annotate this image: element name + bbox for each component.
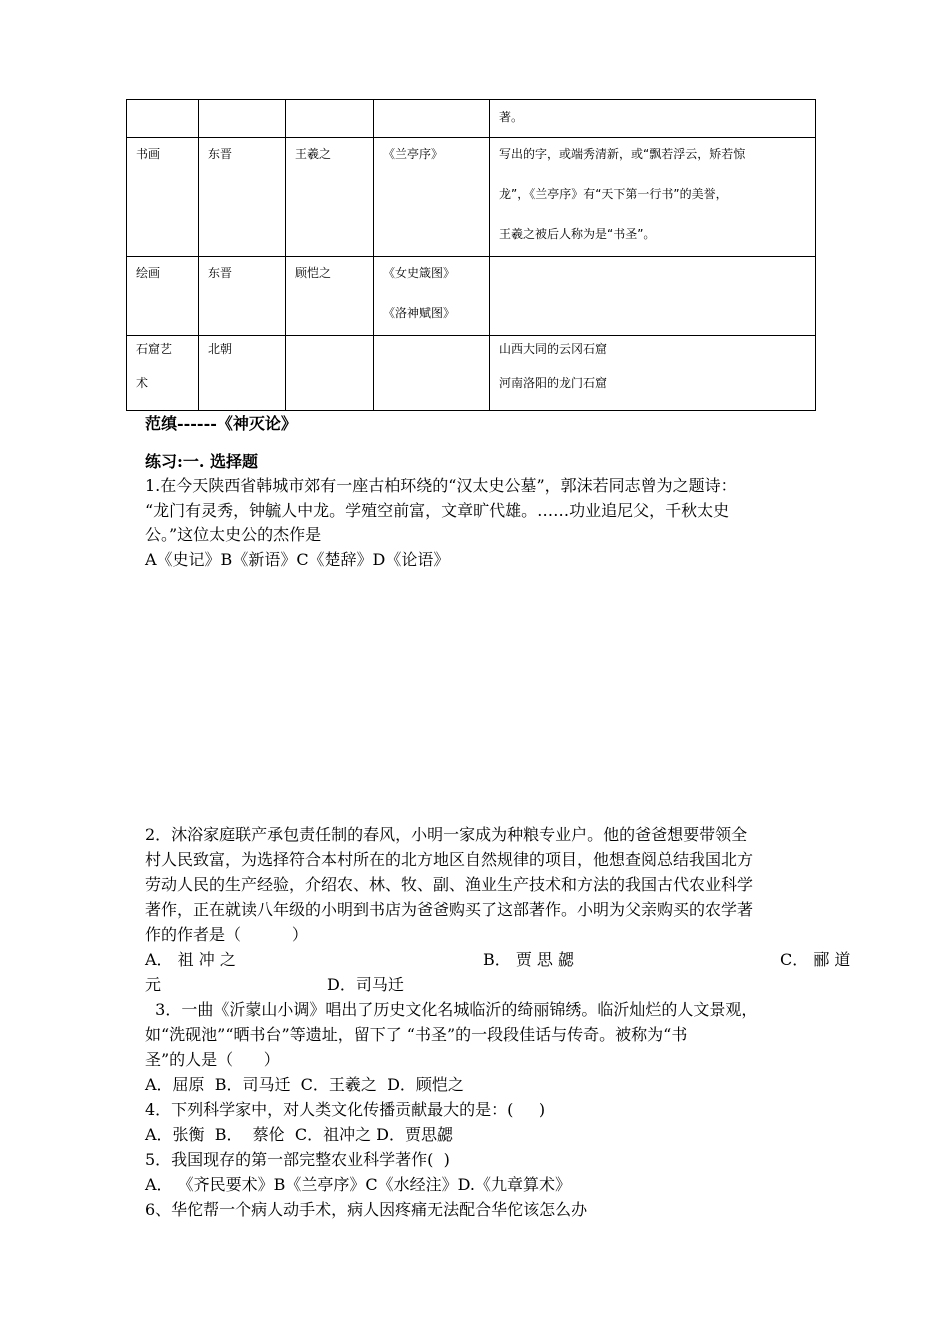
table-row bbox=[127, 138, 816, 257]
description-cell bbox=[490, 138, 816, 257]
category-cell: 书画 bbox=[127, 138, 199, 257]
question-3-line: 3．一曲《沂蒙山小调》唱出了历史文化名城临沂的绮丽锦绣。临沂灿烂的人文景观， bbox=[145, 1000, 758, 1019]
question-2-line: 2．沐浴家庭联产承包责任制的春风，小明一家成为种粮专业户。他的爸爸想要带领全 bbox=[145, 825, 748, 844]
description-line: 写出的字，或端秀清新，或“飘若浮云，矫若惊 bbox=[499, 147, 746, 161]
category-cell: 石窟艺 术 bbox=[127, 336, 199, 411]
section-heading: 范缜------《神灭论》 bbox=[145, 414, 297, 433]
question-3-line: 如“洗砚池”“晒书台”等遗址，留下了 “书圣”的一段段佳话与传奇。被称为“书 bbox=[145, 1025, 688, 1044]
dynasty-cell: 东晋 bbox=[199, 138, 286, 257]
category-cell bbox=[127, 100, 199, 138]
question-4-options: A．张衡 B． 蔡伦 C．祖冲之 D．贾思勰 bbox=[145, 1125, 453, 1144]
person-cell bbox=[286, 336, 374, 411]
question-3-options: A．屈原 B．司马迁 C．王羲之 D．顾恺之 bbox=[145, 1075, 464, 1094]
exercise-heading: 练习:一. 选择题 bbox=[145, 452, 259, 471]
question-2-option-d: D．司马迁 bbox=[327, 975, 404, 994]
arts-table bbox=[126, 99, 816, 411]
description-cell bbox=[490, 100, 816, 138]
dynasty-cell bbox=[199, 100, 286, 138]
question-2-line: 村人民致富，为选择符合本村所在的北方地区自然规律的项目，他想查阅总结我国北方 bbox=[145, 850, 754, 869]
question-2-line: 劳动人民的生产经验，介绍农、林、牧、副、渔业生产技术和方法的我国古代农业科学 bbox=[145, 875, 754, 894]
description-line: 龙”，《兰亭序》有“天下第一行书”的美誉， bbox=[499, 187, 728, 201]
description-cell bbox=[490, 336, 816, 411]
question-5-options: A． 《齐民要术》B《兰亭序》C《水经注》D.《九章算术》 bbox=[145, 1175, 571, 1194]
question-1-line: “龙门有灵秀，钟毓人中龙。学殖空前富，文章旷代雄。……功业追尼父，千秋太史 bbox=[145, 501, 730, 520]
question-1-options: A《史记》B《新语》C《楚辞》D《论语》 bbox=[145, 550, 450, 569]
table-row bbox=[127, 336, 816, 411]
question-4-line: 4．下列科学家中，对人类文化传播贡献最大的是：( ) bbox=[145, 1100, 546, 1119]
question-2-option-c-cont: 元 bbox=[145, 975, 162, 994]
description-line: 王羲之被后人称为是“书圣”。 bbox=[499, 227, 656, 241]
person-cell: 顾恺之 bbox=[286, 257, 374, 336]
dynasty-cell: 北朝 bbox=[199, 336, 286, 411]
work-title: 《洛神赋图》 bbox=[383, 306, 456, 320]
question-5-line: 5．我国现存的第一部完整农业科学著作( ) bbox=[145, 1150, 450, 1169]
dynasty-cell: 东晋 bbox=[199, 257, 286, 336]
question-1-line: 1.在今天陕西省韩城市郊有一座古柏环绕的“汉太史公墓”，郭沫若同志曾为之题诗： bbox=[145, 476, 737, 495]
question-2-option-b: B． 贾 思 勰 bbox=[483, 950, 575, 969]
description-line: 河南洛阳的龙门石窟 bbox=[499, 376, 608, 390]
question-2-line: 作的作者是（ ） bbox=[145, 925, 308, 944]
works-cell bbox=[374, 336, 490, 411]
works-cell bbox=[374, 100, 490, 138]
question-2-line: 著作，正在就读八年级的小明到书店为爸爸购买了这部著作。小明为父亲购买的农学著 bbox=[145, 900, 754, 919]
category-cell: 绘画 bbox=[127, 257, 199, 336]
works-cell bbox=[374, 257, 490, 336]
question-2-option-c: C． 郦 道 bbox=[780, 950, 851, 969]
description-line: 著。 bbox=[499, 110, 524, 124]
description-line: 山西大同的云冈石窟 bbox=[499, 342, 608, 356]
works-cell: 《兰亭序》 bbox=[374, 138, 490, 257]
person-cell: 王羲之 bbox=[286, 138, 374, 257]
person-cell bbox=[286, 100, 374, 138]
question-6-line: 6、华佗帮一个病人动手术，病人因疼痛无法配合华佗该怎么办 bbox=[145, 1200, 588, 1219]
question-1-line: 公。”这位太史公的杰作是 bbox=[145, 525, 322, 544]
table-row bbox=[127, 100, 816, 138]
work-title: 《女史箴图》 bbox=[383, 266, 456, 280]
description-cell bbox=[490, 257, 816, 336]
question-2-option-a: A． 祖 冲 之 bbox=[145, 950, 236, 969]
question-3-line: 圣”的人是（ ） bbox=[145, 1050, 280, 1069]
table-row bbox=[127, 257, 816, 336]
